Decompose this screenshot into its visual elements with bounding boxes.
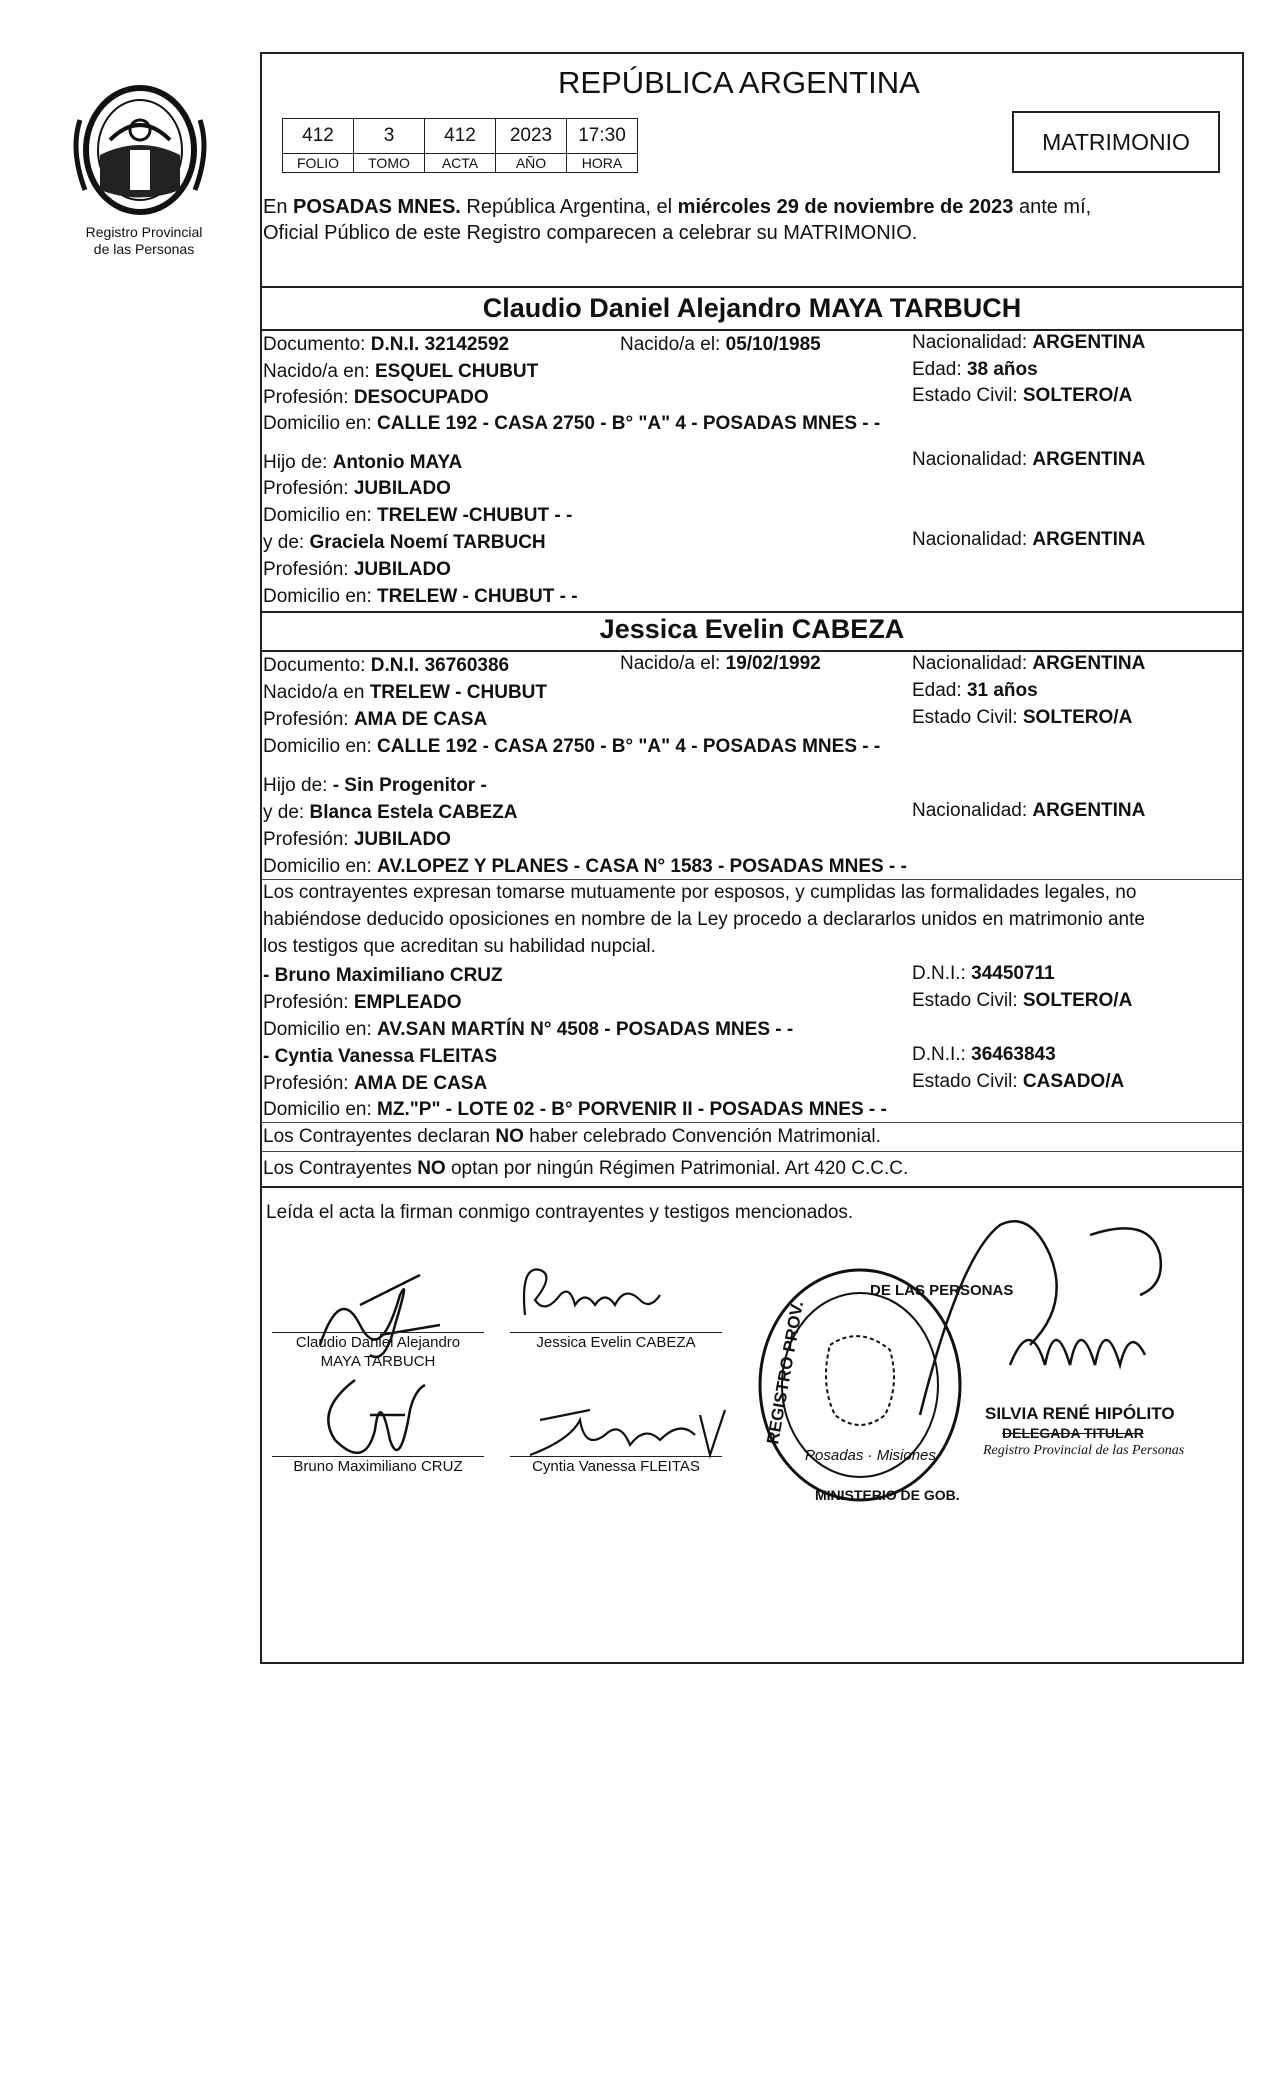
divider [260, 1151, 1244, 1152]
witness2-civil-status: Estado Civil: CASADO/A [912, 1071, 1125, 1092]
official-signature-scribble [880, 1215, 1180, 1435]
closing-statement: Leída el acta la firman conmigo contrayentes y testigos mencionados. [266, 1202, 854, 1223]
declaration-line2: habiéndose deducido oposiciones en nombre de la Ley procedo a declararlos unidos en matrimonio ante [263, 909, 1145, 930]
spouse1-mother: y de: Graciela Noemí TARBUCH [263, 532, 546, 553]
registry-hour-label: HORA [567, 154, 638, 173]
witness1-name: - Bruno Maximiliano CRUZ [263, 965, 503, 986]
province-seal-logo [70, 80, 210, 220]
signature-scribble-jessica [515, 1255, 675, 1335]
registry-acta-label: ACTA [425, 154, 496, 173]
witness2-name: - Cyntia Vanessa FLEITAS [263, 1046, 498, 1067]
divider [260, 1122, 1244, 1123]
spouse1-birth-date: Nacido/a el: 05/10/1985 [620, 334, 821, 355]
intro-line2: Oficial Público de este Registro comparecen a celebrar su MATRIMONIO. [263, 222, 918, 244]
spouse1-mother-profession: Profesión: JUBILADO [263, 559, 451, 580]
spouse2-age: Edad: 31 años [912, 680, 1038, 701]
signature-line-claudio [272, 1332, 484, 1333]
spouse2-mother-address: Domicilio en: AV.LOPEZ Y PLANES - CASA N° 1583 - POSADAS MNES - - [263, 856, 907, 877]
patrimonial-line1: Los Contrayentes declaran NO haber celebrado Convención Matrimonial. [263, 1126, 881, 1147]
official-title: DELEGADA TITULAR [1002, 1425, 1144, 1441]
svg-text:Posadas · Misiones: Posadas · Misiones [805, 1447, 936, 1464]
witness2-dni: D.N.I.: 36463843 [912, 1044, 1056, 1065]
registry-year-value: 2023 [496, 119, 567, 154]
spouse1-mother-nationality: Nacionalidad: ARGENTINA [912, 529, 1146, 550]
spouse2-civil-status: Estado Civil: SOLTERO/A [912, 707, 1133, 728]
header-title: REPÚBLICA ARGENTINA [558, 65, 920, 100]
witness1-profession: Profesión: EMPLEADO [263, 992, 462, 1013]
signature-line-cyntia [510, 1456, 722, 1457]
spouse2-mother-profession: Profesión: JUBILADO [263, 829, 451, 850]
intro-line1 [263, 196, 1091, 218]
spouse1-father-profession: Profesión: JUBILADO [263, 478, 451, 499]
signature-line-jessica [510, 1332, 722, 1333]
spouse1-address: Domicilio en: CALLE 192 - CASA 2750 - B° "A" 4 - POSADAS MNES - - [263, 413, 881, 434]
divider [260, 611, 1244, 613]
signature-caption-jessica: Jessica Evelin CABEZA [536, 1334, 696, 1351]
spouse2-father: Hijo de: - Sin Progenitor - [263, 775, 487, 796]
spouse1-father: Hijo de: Antonio MAYA [263, 452, 463, 473]
declaration-line3: los testigos que acreditan su habilidad nupcial. [263, 936, 656, 957]
divider [260, 329, 1244, 331]
declaration-line1: Los contrayentes expresan tomarse mutuamente por esposos, y cumplidas las formalidades legales, no [263, 882, 1137, 903]
spouse1-birthplace: Nacido/a en: ESQUEL CHUBUT [263, 361, 539, 382]
registry-hour-value: 17:30 [567, 119, 638, 154]
official-office: Registro Provincial de las Personas [983, 1443, 1185, 1458]
divider [260, 879, 1244, 880]
witness1-civil-status: Estado Civil: SOLTERO/A [912, 990, 1133, 1011]
registry-year-label: AÑO [496, 154, 567, 173]
registry-folio-value: 412 [283, 119, 354, 154]
spouse1-name: Claudio Daniel Alejandro MAYA TARBUCH [482, 293, 1022, 323]
spouse1-mother-address: Domicilio en: TRELEW - CHUBUT - - [263, 586, 578, 607]
spouse2-address: Domicilio en: CALLE 192 - CASA 2750 - B° "A" 4 - POSADAS MNES - - [263, 736, 881, 757]
registry-acta-value: 412 [425, 119, 496, 154]
intro-suffix: ante mí, [1013, 196, 1092, 218]
spouse2-birth-date: Nacido/a el: 19/02/1992 [620, 653, 821, 674]
registry-folio-label: FOLIO [283, 154, 354, 173]
signature-line-bruno [272, 1456, 484, 1457]
svg-text:MINISTERIO DE GOB.: MINISTERIO DE GOB. [815, 1487, 960, 1503]
spouse1-father-nationality: Nacionalidad: ARGENTINA [912, 449, 1146, 470]
spouse2-mother-nationality: Nacionalidad: ARGENTINA [912, 800, 1146, 821]
spouse1-nationality: Nacionalidad: ARGENTINA [912, 332, 1146, 353]
spouse2-birthplace: Nacido/a en TRELEW - CHUBUT [263, 682, 547, 703]
patrimonial-line2: Los Contrayentes NO optan por ningún Régimen Patrimonial. Art 420 C.C.C. [263, 1158, 909, 1179]
intro-place: POSADAS MNES. [293, 196, 461, 218]
divider [260, 650, 1244, 652]
svg-text:REGISTRO PROV.: REGISTRO PROV. [763, 1299, 808, 1446]
divider [260, 286, 1244, 288]
signature-caption-bruno: Bruno Maximiliano CRUZ [293, 1458, 463, 1475]
registry-tomo-label: TOMO [354, 154, 425, 173]
logo-caption-line2: de las Personas [93, 241, 195, 257]
document-type-box: MATRIMONIO [1012, 111, 1220, 173]
witness2-address: Domicilio en: MZ."P" - LOTE 02 - B° PORVENIR II - POSADAS MNES - - [263, 1099, 887, 1120]
registry-tomo-value: 3 [354, 119, 425, 154]
official-name: SILVIA RENÉ HIPÓLITO [985, 1404, 1175, 1423]
spouse1-document: Documento: D.N.I. 32142592 [263, 334, 510, 355]
signature-caption-claudio-line1: Claudio Daniel Alejandro [295, 1334, 461, 1351]
spouse1-father-address: Domicilio en: TRELEW -CHUBUT - - [263, 505, 573, 526]
intro-prefix: En [263, 196, 294, 218]
witness1-address: Domicilio en: AV.SAN MARTÍN N° 4508 - POSADAS MNES - - [263, 1019, 794, 1040]
intro-middle: República Argentina, el [460, 196, 678, 218]
spouse1-civil-status: Estado Civil: SOLTERO/A [912, 385, 1133, 406]
spouse2-nationality: Nacionalidad: ARGENTINA [912, 653, 1146, 674]
registry-table [282, 118, 638, 173]
spouse1-age: Edad: 38 años [912, 359, 1038, 380]
spouse2-mother: y de: Blanca Estela CABEZA [263, 802, 518, 823]
intro-date: miércoles 29 de noviembre de 2023 [677, 196, 1014, 218]
spouse2-document: Documento: D.N.I. 36760386 [263, 655, 510, 676]
witness2-profession: Profesión: AMA DE CASA [263, 1073, 488, 1094]
spouse1-profession: Profesión: DESOCUPADO [263, 387, 489, 408]
spouse2-profession: Profesión: AMA DE CASA [263, 709, 488, 730]
divider [260, 1186, 1244, 1188]
logo-caption-line1: Registro Provincial [85, 224, 203, 240]
spouse2-name: Jessica Evelin CABEZA [599, 614, 905, 644]
witness1-dni: D.N.I.: 34450711 [912, 963, 1055, 984]
signature-caption-cyntia: Cyntia Vanessa FLEITAS [532, 1458, 700, 1475]
svg-text:DE LAS PERSONAS: DE LAS PERSONAS [870, 1282, 1014, 1299]
signature-caption-claudio-line2: MAYA TARBUCH [320, 1353, 436, 1370]
